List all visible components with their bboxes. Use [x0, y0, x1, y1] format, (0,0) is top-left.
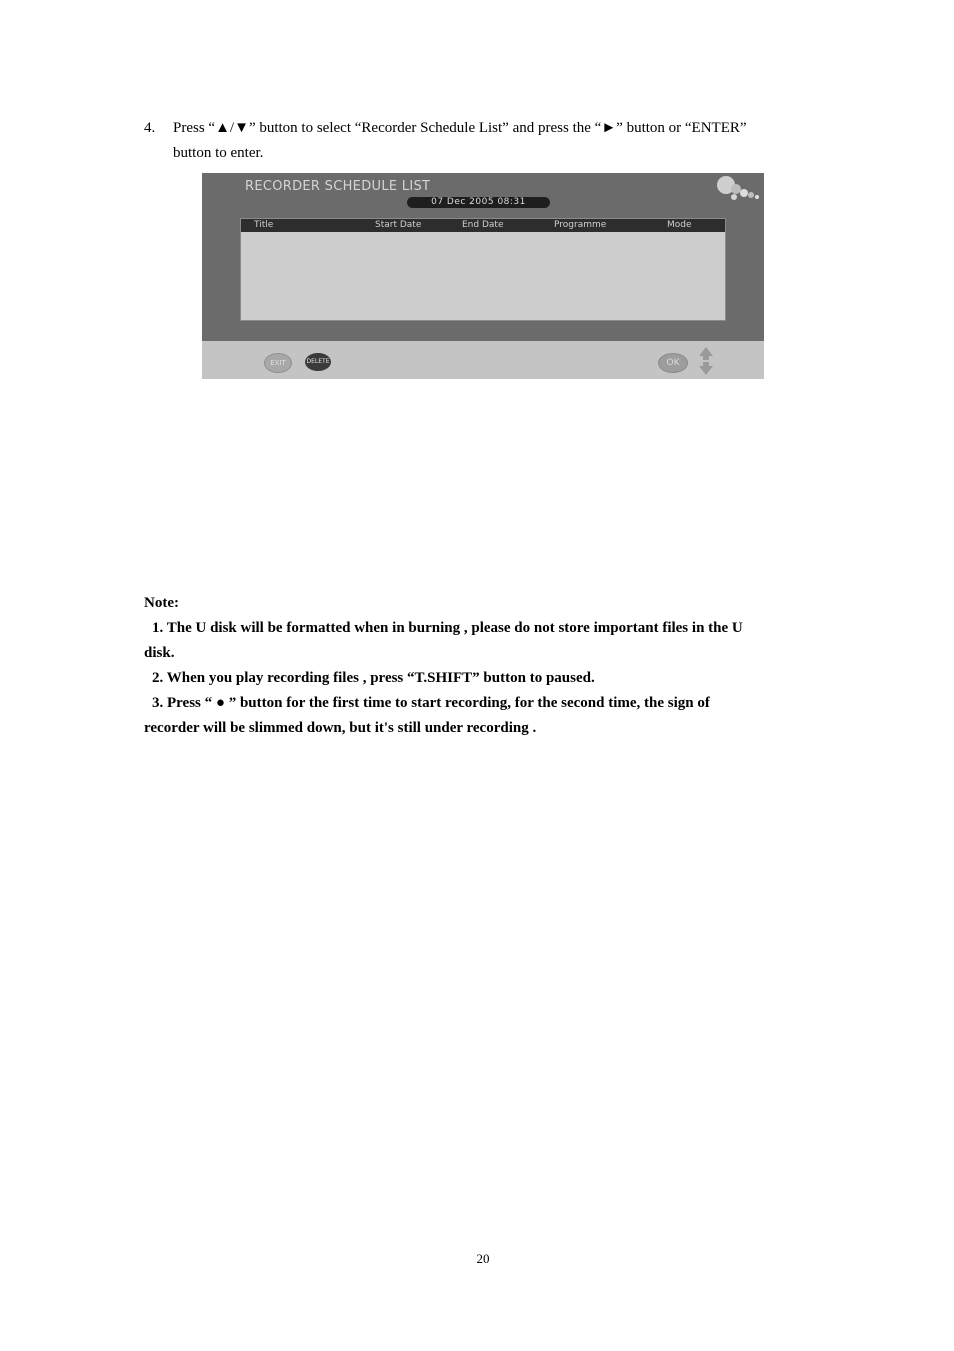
- note-line-3: 2. When you play recording files , press “T.SHIFT” button to paused.: [152, 670, 595, 686]
- column-title: Title: [254, 220, 274, 230]
- note-line-4: 3. Press “ ● ” button for the first time to start recording, for the second time, the sign of: [152, 695, 710, 711]
- schedule-list-header: [241, 219, 725, 232]
- note-line-2: disk.: [144, 645, 175, 661]
- button-bar: [202, 341, 764, 379]
- exit-button[interactable]: EXIT: [264, 353, 292, 373]
- note-section: [144, 591, 824, 741]
- bubbles-logo-icon: [714, 175, 762, 201]
- schedule-list[interactable]: [240, 218, 726, 321]
- column-mode: Mode: [667, 220, 692, 230]
- column-end-date: End Date: [462, 220, 504, 230]
- ok-button[interactable]: OK: [658, 353, 688, 373]
- step-line-2: button to enter.: [173, 145, 264, 161]
- up-down-arrows-icon[interactable]: [698, 347, 714, 375]
- step-line-1: Press “▲/▼” button to select “Recorder Schedule List” and press the “►” button or “ENTER”: [173, 120, 747, 136]
- datetime-bar: 07 Dec 2005 08:31: [407, 197, 550, 208]
- delete-button[interactable]: DELETE: [305, 353, 331, 371]
- step-text: [173, 116, 823, 166]
- note-line-5: recorder will be slimmed down, but it's still under recording .: [144, 720, 537, 736]
- step-number: 4.: [144, 120, 156, 136]
- column-start-date: Start Date: [375, 220, 422, 230]
- page-number: 20: [476, 1251, 490, 1266]
- note-line-1: 1. The U disk will be formatted when in burning , please do not store important files in the U: [152, 620, 743, 636]
- recorder-schedule-screenshot: [202, 173, 764, 379]
- note-heading: Note:: [144, 595, 179, 611]
- screen-title: RECORDER SCHEDULE LIST: [245, 179, 431, 194]
- column-programme: Programme: [554, 220, 607, 230]
